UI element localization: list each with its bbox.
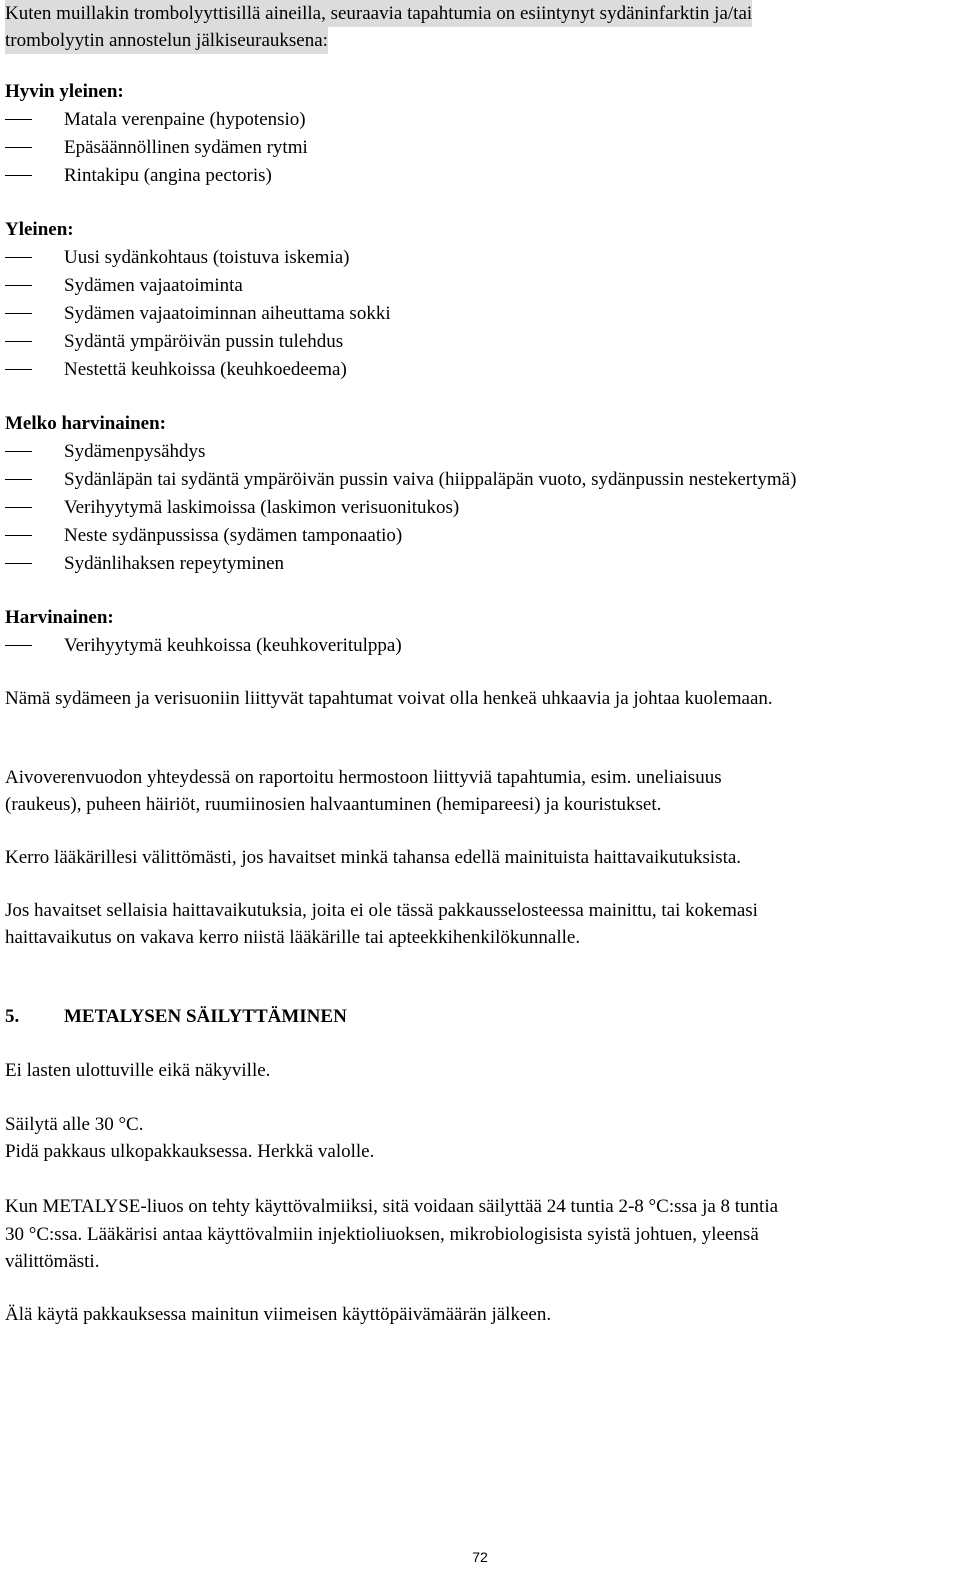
list-item-text: Rintakipu (angina pectoris)	[64, 165, 272, 186]
paragraph-report-line-1: Jos havaitset sellaisia haittavaikutuksia, joita ei ole tässä pakkausselosteessa mainittu, tai kokemasi	[5, 900, 758, 921]
group-heading-very-common: Hyvin yleinen:	[5, 81, 124, 102]
storage-reconstituted-line-3: välittömästi.	[5, 1251, 100, 1272]
dash-bullet	[5, 451, 32, 452]
storage-temperature: Säilytä alle 30 °C.	[5, 1114, 144, 1135]
dash-bullet	[5, 645, 32, 646]
list-item-text: Sydämen vajaatoiminta	[64, 275, 243, 296]
list-item-text: Matala verenpaine (hypotensio)	[64, 109, 306, 130]
list-item-text: Nestettä keuhkoissa (keuhkoedeema)	[64, 359, 347, 380]
dash-bullet	[5, 147, 32, 148]
storage-expiry: Älä käytä pakkauksessa mainitun viimeisen käyttöpäivämäärän jälkeen.	[5, 1304, 552, 1325]
group-heading-uncommon: Melko harvinainen:	[5, 413, 166, 434]
list-item-text: Sydämenpysähdys	[64, 441, 206, 462]
list-item-text: Neste sydänpussissa (sydämen tamponaatio)	[64, 525, 403, 546]
dash-bullet	[5, 257, 32, 258]
dash-bullet	[5, 341, 32, 342]
list-item-text: Sydänläpän tai sydäntä ympäröivän pussin vaiva (hiippaläpän vuoto, sydänpussin nestekertymä)	[64, 469, 797, 490]
dash-bullet	[5, 479, 32, 480]
paragraph-fatal-warning: Nämä sydämeen ja verisuoniin liittyvät tapahtumat voivat olla henkeä uhkaavia ja johtaa kuolemaan.	[5, 688, 773, 709]
paragraph-neuro-line-2: (raukeus), puheen häiriöt, ruumiinosien halvaantuminen (hemipareesi) ja kouristukset.	[5, 794, 662, 815]
paragraph-tell-doctor: Kerro lääkärillesi välittömästi, jos havaitset minkä tahansa edellä mainituista haittavaikutuksista.	[5, 847, 742, 868]
storage-reconstituted-line-1: Kun METALYSE-liuos on tehty käyttövalmiiksi, sitä voidaan säilyttää 24 tuntia 2-8 °C:ssa ja 8 tuntia	[5, 1196, 779, 1217]
storage-reconstituted-line-2: 30 °C:ssa. Lääkärisi antaa käyttövalmiin injektioliuoksen, mikrobiologisista syistä johtuen, yleensä	[5, 1224, 759, 1245]
dash-bullet	[5, 313, 32, 314]
list-item-text: Epäsäännöllinen sydämen rytmi	[64, 137, 308, 158]
list-item-text: Sydäntä ympäröivän pussin tulehdus	[64, 331, 344, 352]
paragraph-neuro-line-1: Aivoverenvuodon yhteydessä on raportoitu hermostoon liittyviä tapahtumia, esim. uneliaisuus	[5, 767, 722, 788]
section-title: METALYSEN SÄILYTTÄMINEN	[64, 1006, 347, 1027]
storage-light: Pidä pakkaus ulkopakkauksessa. Herkkä valolle.	[5, 1141, 375, 1162]
intro-line-1: Kuten muillakin trombolyyttisillä aineilla, seuraavia tapahtumia on esiintynyt sydäninfarktin ja/tai	[5, 0, 752, 27]
dash-bullet	[5, 563, 32, 564]
paragraph-report-line-2: haittavaikutus on vakava kerro niistä lääkärille tai apteekkihenkilökunnalle.	[5, 927, 581, 948]
dash-bullet	[5, 507, 32, 508]
list-item-text: Uusi sydänkohtaus (toistuva iskemia)	[64, 247, 350, 268]
dash-bullet	[5, 175, 32, 176]
dash-bullet	[5, 285, 32, 286]
dash-bullet	[5, 369, 32, 370]
list-item-text: Verihyytymä keuhkoissa (keuhkoveritulppa)	[64, 635, 402, 656]
dash-bullet	[5, 535, 32, 536]
section-number: 5.	[5, 1006, 20, 1027]
group-heading-rare: Harvinainen:	[5, 607, 114, 628]
list-item-text: Sydänlihaksen repeytyminen	[64, 553, 285, 574]
list-item-text: Sydämen vajaatoiminnan aiheuttama sokki	[64, 303, 391, 324]
group-heading-common: Yleinen:	[5, 219, 74, 240]
dash-bullet	[5, 119, 32, 120]
list-item-text: Verihyytymä laskimoissa (laskimon verisuonitukos)	[64, 497, 460, 518]
page-number: 72	[472, 1549, 488, 1565]
storage-children: Ei lasten ulottuville eikä näkyville.	[5, 1060, 271, 1081]
intro-line-2: trombolyytin annostelun jälkiseurauksena:	[5, 27, 328, 54]
